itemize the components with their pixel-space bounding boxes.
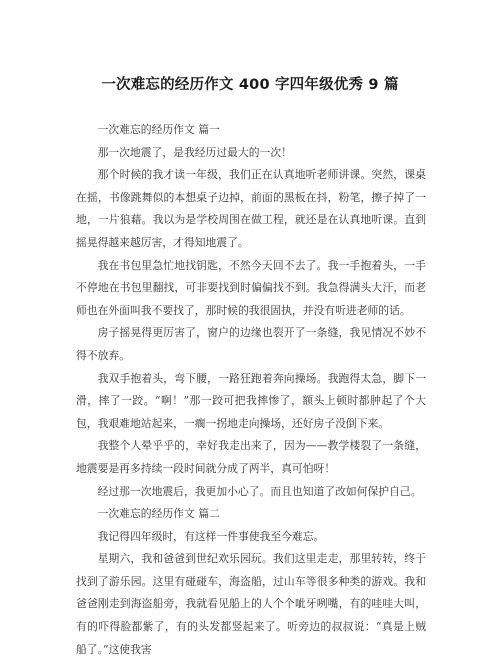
- body-paragraph: 我记得四年级时，有这样一件事使我至今难忘。: [97, 529, 325, 543]
- section-heading: 一次难忘的经历作文 篇一: [97, 123, 220, 136]
- article-title: 一次难忘的经历作文 400 字四年级优秀 9 篇: [101, 77, 399, 93]
- article-body: [76, 119, 426, 661]
- body-paragraph: 那一次地震了，是我经历过最大的一次！: [97, 145, 292, 159]
- body-paragraph: 我在书包里急忙地找钥匙，不然今天回不去了。我一手抱着头，一手不停地在书包里翻找，可非要找到时偏偏找不到。我急得满头大汗，而老师也在外面叫我不要找了，那时候的我很固执，并没有听进老师的话。: [76, 258, 426, 317]
- section-heading: 一次难忘的经历作文 篇二: [97, 507, 220, 521]
- body-paragraph: 经过那一次地震后，我更加小心了。而且也知道了改如何保护自己。: [97, 484, 422, 498]
- body-paragraph: 我双手抱着头，弯下腰，一路狂跑着奔向操场。我跑得太急，脚下一滑，摔了一跤。“啊！”那一跤可把我摔惨了，额头上顿时都肿起了个大包，我艰难地站起来，一瘸一拐地走向操场，还好房子没倒下来。: [76, 371, 426, 430]
- body-paragraph: 那个时候的我才读一年级，我们正在认真地听老师讲课。突然，课桌在摇，书像跳舞似的本想桌子边掉，前面的黑板在抖，粉笔，擦子掉了一地，一片狼藉。我以为是学校周围在做工程，就还是在认真地听课。直到摇晃得越来越厉害，才得知地震了。: [76, 168, 426, 249]
- body-paragraph: 房子摇晃得更厉害了，窗户的边缘也裂开了一条缝，我见情况不妙不得不放弃。: [76, 326, 426, 362]
- body-paragraph: 我整个人晕乎乎的，幸好我走出来了，因为——教学楼裂了一条缝，地震要是再多持续一段时间就分成了两半，真可怕呀！: [76, 439, 426, 475]
- body-paragraph: 星期六，我和爸爸到世纪欢乐园玩。我们这里走走，那里转转，终于找到了游乐园。这里有碰碰车，海盗船，过山车等很多种类的游戏。我和爸爸刚走到海盗船旁，我就看见船上的人个个呲牙咧嘴，有的哇哇大叫，有的吓得脸都紫了，有的头发都竖起来了。听旁边的叔叔说：“真是上贼船了。”这使我害: [76, 552, 426, 656]
